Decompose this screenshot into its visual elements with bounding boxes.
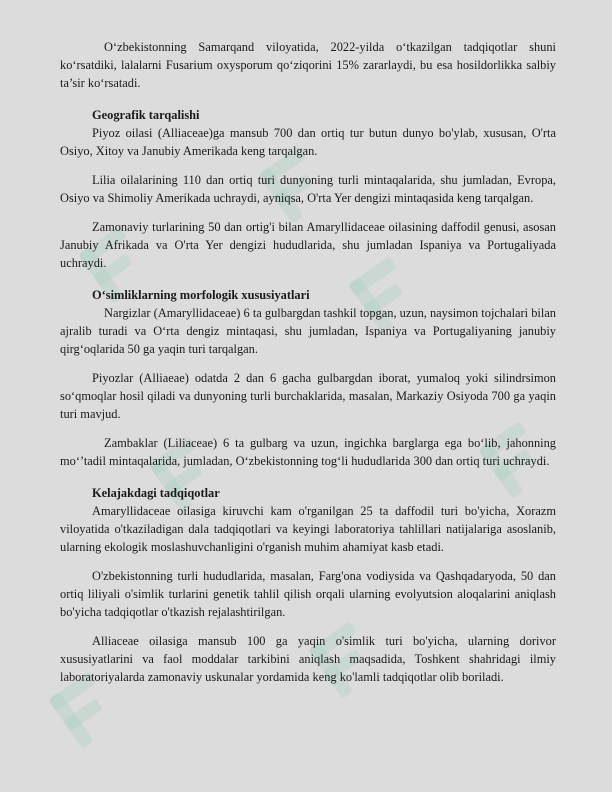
heading-geography: Geografik tarqalishi (92, 108, 200, 122)
heading-future-research: Kelajakdagi tadqiqotlar (92, 486, 220, 500)
paragraph-zambak-morphology: Zambaklar (Liliaceae) 6 ta gulbarg va uzun, ingichka barglarga ega bo‘lib, jahonning mo‘’tadil mintaqalarida, jumladan, O‘zbekistonning tog‘li hududlarida 300 dan ortiq turi uchraydi. (60, 436, 556, 468)
paragraph-intro: O‘zbekistonning Samarqand viloyatida, 2022-yilda o‘tkazilgan tadqiqotlar shuni ko‘rsatdiki, lalalarni Fusarium oxysporum qo‘ziqorini 15% zararlaydi, bu esa hosildorlikka salbiy ta’sir ko‘rsatadi. (60, 40, 556, 90)
paragraph-piyoz-morphology: Piyozlar (Alliaeae) odatda 2 dan 6 gacha gulbargdan iborat, yumaloq yoki silindrsimon so‘qmoqlar hosil qiladi va dunyoning turli burchaklarida, masalan, Markaziy Osiyoda 700 ga yaqin turi mavjud. (60, 371, 556, 421)
paragraph-amaryllidaceae-distribution: Zamonaviy turlarining 50 dan ortig'i bilan Amaryllidaceae oilasining daffodil genusi, asosan Janubiy Afrikada va O'rta Yer dengizi hududlarida, shu jumladan Ispaniya va Portugaliyada uchraydi. (60, 220, 556, 270)
paragraph-alliaceae-research: Alliaceae oilasiga mansub 100 ga yaqin o'simlik turi bo'yicha, ularning dorivor xususiyatlarini va faol moddalar tarkibini aniqlash maqsadida, Toshkent shahridagi ilmiy laboratoriyalarda zamonaviy uskunalar yordamida keng ko'lamli tadqiqotlar olib boriladi. (60, 634, 556, 684)
paragraph-nargiz-morphology: Nargizlar (Amaryllidaceae) 6 ta gulbargdan tashkil topgan, uzun, naysimon tojchalari bilan ajralib turadi va O‘rta dengiz mintaqasi, shu jumladan, Ispaniya va Portugaliyaning janubiy qirg‘oqlarida 50 ga yaqin turi tarqalgan. (60, 306, 556, 356)
paragraph-alliaceae-distribution: Piyoz oilasi (Alliaceae)ga mansub 700 dan ortiq tur butun dunyo bo'ylab, xususan, O'rta Osiyo, Xitoy va Janubiy Amerikada keng tarqalgan. (60, 126, 556, 158)
heading-morphology: O‘simliklarning morfologik xususiyatlari (92, 288, 310, 302)
paragraph-daffodil-research: Amaryllidaceae oilasiga kiruvchi kam o'rganilgan 25 ta daffodil turi bo'yicha, Xorazm viloyatida o'tkaziladigan dala tadqiqotlari va keyingi laboratoriya tahlillari natijalariga asoslanib, ularning ekologik moslashuvchanligini o'rganish muhim ahamiyat kasb etadi. (60, 504, 556, 554)
paragraph-lily-genetics: O'zbekistonning turli hududlarida, masalan, Farg'ona vodiysida va Qashqadaryoda, 50 dan ortiq liliyali o'simlik turlarini genetik tahlil qilish orqali ularning evolyutsion aloqalarini aniqlash bo'yicha tadqiqotlar o'tkazish rejalashtirilgan. (60, 569, 556, 619)
paragraph-lilia-distribution: Lilia oilalarining 110 dan ortiq turi dunyoning turli mintaqalarida, shu jumladan, Evropa, Osiyo va Shimoliy Amerikada uchraydi, ayniqsa, O'rta Yer dengizi mintaqasida keng tarqalgan. (60, 173, 556, 205)
document-body (60, 38, 556, 686)
